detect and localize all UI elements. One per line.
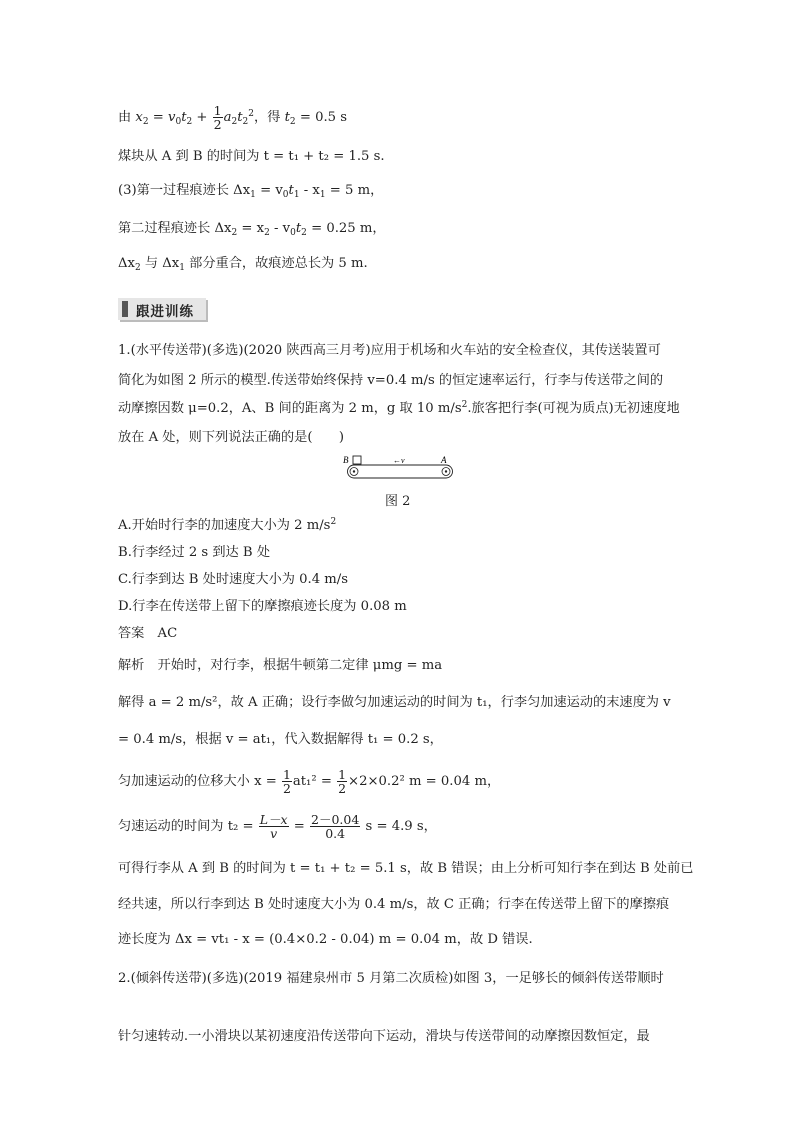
analysis: 解析 开始时，对行李，根据牛顿第二定律 μmg = ma	[118, 658, 443, 673]
fraction-numeric: $\frac{2-0.04}{0.4}$	[311, 812, 360, 841]
q1-line-4: 放在 A 处，则下列说法正确的是( )	[118, 430, 345, 445]
fraction-l-minus-x-over-v: $\frac{L-x}{v}$	[259, 812, 288, 841]
option-d: D.行李在传送带上留下的摩擦痕迹长度为 0.08 m	[118, 599, 407, 614]
solution-q1-2: = 0.4 m/s，根据 v = at₁，代入数据解得 t₁ = 0.2 s，	[118, 732, 443, 747]
fraction-one-half: $\frac{1}{2}$	[282, 767, 291, 796]
conveyor-belt-figure	[340, 452, 460, 486]
fraction-one-half: $\frac{1}{2}$	[213, 103, 222, 132]
solution-line-4: 第二过程痕迹长 $\Delta x_2 = x_2 - v_0t_2 = 0.25$ m，	[118, 221, 386, 238]
figure-caption: 图 2	[385, 494, 411, 509]
section-header-title: 跟进训练	[136, 304, 194, 320]
header-marker-icon	[122, 301, 128, 317]
text: 由	[118, 110, 136, 125]
q1-line-1: 1.(水平传送带)(多选)(2020 陕西高三月考)应用于机场和火车站的安全检查仪，其传送装置可	[118, 343, 661, 358]
option-c: C.行李到达 B 处时速度大小为 0.4 m/s	[118, 572, 349, 587]
solution-line-3: (3)第一过程痕迹长 $\Delta x_1 = v_0t_1 - x_1 = 5$ m，	[118, 183, 384, 200]
label-b: B	[343, 455, 349, 465]
solution-q1-7: 迹长度为 Δx = vt₁ - x = (0.4×0.2 - 0.04) m = 0.04 m，故 D 错误.	[118, 932, 533, 947]
velocity-label: ←v	[393, 456, 405, 465]
solution-q1-3: 匀加速运动的位移大小 x = $\frac{1}{2}$ at₁² = $\frac{1}{2}$ ×2×0.2² m = 0.04 m，	[118, 767, 501, 796]
solution-q1-1: 解得 a = 2 m/s²，故 A 正确；设行李做匀加速运动的时间为 t₁，行李匀加速运动的末速度为 v	[118, 695, 671, 710]
solution-q1-4: 匀速运动的时间为 t₂ = $\frac{L-x}{v}$ = $\frac{2-0.04}{0.4}$ s = 4.9 s，	[118, 812, 437, 841]
text: ，得	[254, 110, 285, 125]
answer: 答案 AC	[118, 626, 178, 641]
label-a: A	[441, 455, 447, 465]
option-a: A.开始时行李的加速度大小为 2 $m/s^2$	[118, 517, 337, 533]
solution-line-1: 由 $x_2 = v_0t_2$ + $\frac{1}{2}$ $a_2t_2^2$，得 $t_2 = 0.5$ s	[118, 103, 348, 132]
solution-q1-5: 可得行李从 A 到 B 的时间为 t = t₁ + t₂ = 5.1 s，故 B 错误；由上分析可知行李在到达 B 处前已	[118, 861, 694, 876]
option-b: B.行李经过 2 s 到达 B 处	[118, 545, 271, 560]
q2-line-2: 针匀速转动.一小滑块以某初速度沿传送带向下运动，滑块与传送带间的动摩擦因数恒定，最	[118, 1029, 650, 1044]
luggage-icon	[353, 456, 361, 464]
section-header	[118, 298, 206, 320]
fraction-one-half: $\frac{1}{2}$	[338, 767, 347, 796]
q1-line-3: 动摩擦因数 μ=0.2，A、B 间的距离为 2 m，g 取 10 $m/s^2$.旅客把行李(可视为质点)无初速度地	[118, 400, 680, 416]
solution-line-2: 煤块从 A 到 B 的时间为 t = t₁ + t₂ = 1.5 s.	[118, 149, 385, 164]
q2-line-1: 2.(倾斜传送带)(多选)(2019 福建泉州市 5 月第二次质检)如图 3，一足够长的倾斜传送带顺时	[118, 971, 664, 986]
q1-line-2: 简化为如图 2 所示的模型.传送带始终保持 v=0.4 m/s 的恒定速率运行，行李与传送带之间的	[118, 373, 664, 388]
solution-q1-6: 经共速，所以行李到达 B 处时速度大小为 0.4 m/s，故 C 正确；行李在传送带上留下的摩擦痕	[118, 897, 670, 912]
solution-line-5: $\Delta x_2$ 与 $\Delta x_1$ 部分重合，故痕迹总长为 5 m.	[118, 256, 368, 273]
